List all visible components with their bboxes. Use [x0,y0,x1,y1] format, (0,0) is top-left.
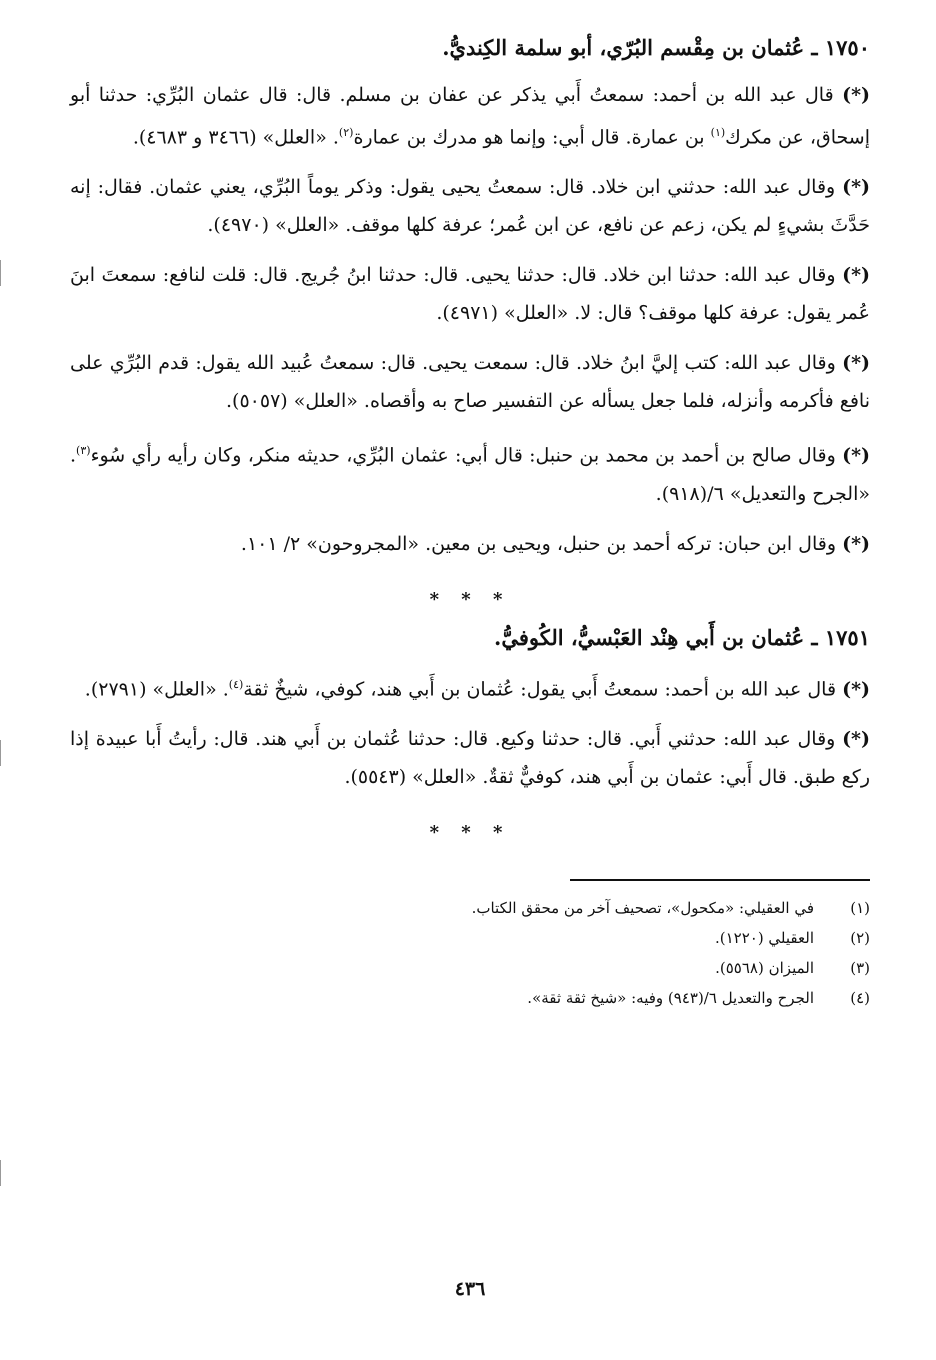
paragraph-text: وقال ابن حبان: تركه أحمد بن حنبل، ويحيى بن معين. «المجروحون» ٢/ ١٠١. [240,532,837,555]
footnote-number: (١) [850,898,870,917]
entry-title-1750: ١٧٥٠ ـ عُثمان بن مِقْسم البُرّي، أبو سلمة الكِنديُّ. [442,35,870,60]
paragraph [70,432,870,512]
footnote-divider [570,879,870,881]
footnote-text: الجرح والتعديل ٦/(٩٤٣) وفيه: «شيخ ثقة ثقة». [527,988,814,1007]
paragraph-text: قال عبد الله بن أحمد: سمعتُ أَبي يقول: عُثمان بن أَبي هند، كوفي، شيخٌ ثقة [243,677,837,700]
paragraph-marker: (*) [842,264,871,287]
paragraph [70,344,870,420]
footnote-number: (٢) [850,928,870,947]
paragraph [70,256,870,332]
footnote-text: العقيلي (١٢٢٠). [714,928,814,947]
paragraph-text: . «الجرح والتعديل» ٦/(٩١٨). [70,444,870,505]
paragraph-text: قال عبد الله بن أحمد: سمعتُ أَبي يذكر عن عفان بن مسلم. قال: قال عثمان البُرِّي: حدثنا أبو إسحاق، عن مكرك [70,84,870,149]
footnote-ref: (٢) [338,126,354,139]
section-separator: * * * [429,588,511,610]
footnote-text: الميزان (٥٥٦٨). [715,958,814,977]
footnote [70,893,870,923]
paragraph-text: وقال عبد الله: حدثني ابن خلاد. قال: سمعتُ يحيى يقول: وذكر يوماً البُرِّي، يعني عثمان. فقال: إنه حَدَّثَ بشيءٍ لم يكن، زعم عن نافع، عن ابن عُمر؛ عرفة كلها موقف. «العلل» (٤٩٧٠). [70,176,870,237]
paragraph [70,76,870,156]
section-separator: * * * [429,821,511,843]
paragraph-text: بن عمارة. قال أبي: وإنما هو مدرك بن عمارة [353,126,705,149]
paragraph [70,168,870,244]
book-page [70,20,870,1340]
paragraph-marker: (*) [842,532,870,555]
paragraph-marker: (*) [842,352,870,375]
footnote [70,953,870,983]
footnote-number: (٣) [850,958,870,977]
paragraph [70,720,870,796]
paragraph-marker: (*) [842,176,871,199]
paragraph-text: . «العلل» (٣٤٦٦ و ٤٦٨٣). [132,126,339,149]
footnote [70,983,870,1013]
footnote-ref: (٣) [76,444,91,458]
paragraph-text: . «العلل» (٢٧٩١). [84,677,229,700]
paragraph-marker: (*) [842,727,870,750]
paragraph-marker: (*) [842,677,870,700]
paragraph-marker: (*) [842,444,870,467]
paragraph [70,666,870,708]
page-number: ٤٣٦ [454,1278,486,1300]
footnote-number: (٤) [850,988,870,1007]
paragraph-text: وقال صالح بن أحمد بن محمد بن حنبل: قال أبي: عثمان البُرِّي، حديثه منكر، وكان رأيه رأي سُوء [90,444,836,467]
paragraph-text: وقال عبد الله: حدثنا ابن خلاد. قال: حدثنا يحيى. قال: حدثنا ابنُ جُريج. قال: قلت لنافع: سمعتَ ابنَ عُمر يقول: عرفة كلها موقف؟ قال: لا. «العلل» (٤٩٧١). [70,264,870,325]
paragraph-marker: (*) [842,84,870,106]
footnote [70,923,870,953]
paragraph-text: وقال عبد الله: كتب إليَّ ابنُ خلاد. قال: سمعت يحيى. قال: سمعتُ عُبيد الله يقول: قدم البُرِّي على نافع فأكرمه وأنزله، فلما جعل يسأله عن التفسير صاح به وأقصاه. «العلل» (٥٠٥٧). [70,352,870,413]
paragraph-text: وقال عبد الله: حدثني أَبي. قال: حدثنا وكيع. قال: حدثنا عُثمان بن أَبي هند. قال: رأيتُ أَبا عبيدة إذا ركع طبق. قال أَبي: عثمان بن أَبي هند، كوفيٌّ ثقةٌ. «العلل» (٥٥٤٣). [70,727,870,788]
paragraph [70,525,870,563]
entry-title-1751: ١٧٥١ ـ عُثمان بن أَبي هِنْد العَبْسيُّ، الكُوفيُّ. [494,624,870,650]
footnote-ref: (٤) [228,677,244,691]
footnote-text: في العقيلي: «مكحول»، تصحيف آخر من محقق الكتاب. [471,898,814,917]
footnote-ref: (١) [710,126,726,139]
